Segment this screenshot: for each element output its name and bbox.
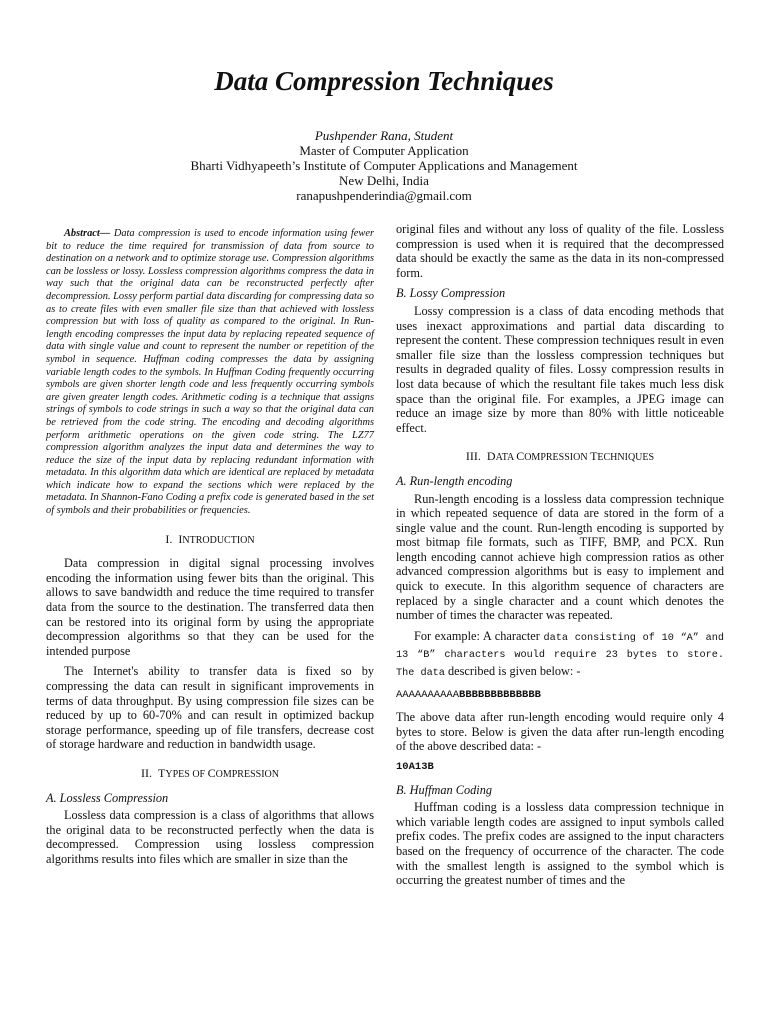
section-rest: ECHNIQUES: [597, 452, 655, 464]
rle-raw-b: BBBBBBBBBBBBB: [459, 688, 541, 701]
intro-paragraph-1: Data compression in digital signal processing involves encoding the information using fewer bits than the original. This allows to save bandwidth and reduce the time required to transfer data from the source to the destination. The transferred data then can be restored into its original form by using the appropriate decompression algorithms so that they can be used for the intended purpose: [46, 556, 374, 658]
section-initial: C: [207, 765, 216, 780]
paper-title: Data Compression Techniques: [214, 66, 554, 96]
rle-paragraph-1: Run-length encoding is a lossless data compression technique in which repeated sequence of data are stored in the form of a single value and the count. Run-length encoding is supported by most bitmap file formats, such as TIFF, BMP, and PCX. Run length encoding cannot achieve high compression ratios as other advanced compression algorithms but is easy to implement and quick to execute. In this algorithm sequence of characters are replaced by a single character and a count which denotes the number of times the character was repeated.: [396, 491, 724, 623]
intro-paragraph-2: The Internet's ability to transfer data is fixed so by compressing the data can result in significant improvements in terms of data throughput. By using compression file sizes can be reduced by up to 60-70% and can result in optimized backup storage performance, speeding up of file transfers, decrease cost of storage hardware and reduction in bandwidth usage.: [46, 664, 374, 752]
author-email: ranapushpenderindia@gmail.com: [296, 188, 472, 203]
rle-paragraph-2: [396, 629, 724, 682]
rle-example-mono: data consisting of 10 “A” and 13 “B” characters would require 23 bytes to store. The data: [396, 632, 724, 680]
lossless-paragraph-continued: original files and without any loss of quality of the file. Lossless compression is used when it is required that the decompressed data should be exactly the same as the data in its non-compressed form.: [396, 222, 724, 280]
section-rest: YPES OF: [165, 768, 208, 780]
section-heading-types: [46, 766, 374, 783]
rle-example-intro: For example: A character: [414, 628, 544, 643]
abstract: [46, 228, 374, 518]
right-column: [396, 222, 724, 894]
section-rest: NTRODUCTION: [182, 534, 255, 546]
section-initial: T: [590, 449, 598, 464]
rle-example-end: described is given below: -: [444, 664, 581, 679]
section-number: I.: [165, 531, 173, 546]
section-initial: C: [516, 449, 525, 464]
lossy-paragraph: Lossy compression is a class of data encoding methods that uses inexact approximations and partial data discarding to represent the content. These compression techniques result in even smaller file size than the lossless compression techniques but results in degraded quality of files. Lossy compression results in lost data because of which the resultant file takes much less disk space than the original file. For examples, a JPEG image can reduce an image size by more than 80% with little noticeable effect.: [396, 303, 724, 435]
section-heading-techniques: [396, 449, 724, 466]
section-initial: T: [158, 765, 166, 780]
rle-paragraph-3: The above data after run-length encoding would require only 4 bytes to store. Below is given the data after run-length encoding of the above described data: -: [396, 710, 724, 754]
section-number: II.: [141, 765, 153, 780]
abstract-text: Data compression is used to encode information using fewer bit to reduce the time required for transmission of data from source to destination on a network and to optimize storage use. Compression algorithms can be lossless or lossy. Lossless compression algorithms compress the data in way such that the original data can be reconstructed perfectly after decompression. Lossy perform partial data discarding for compressing data so as to create files with even smaller file size than that achieved with lossless compression but with loss of quality as compared to the original. In Run-length encoding compresses the input data by replacing repeated sequence of data with single value and count to represent the number or repetition of the symbol in sequence. Huffman coding compresses the data by assigning variable length codes to the symbols. In Huffman Coding frequently occurring symbols are given shorter length code and less frequently occurring symbols are given greater length codes. Arithmetic coding is a technique that assigns strings of symbols to code strings in such a way so that the original data can be retrieved from the code string. The encoding and decoding algorithms perform arithmetic operations on the given code string. The LZ77 compression algorithm analyzes the input data and determines the way to reduce the size of the input data by replacing redundant information with metadata. In this algorithm data which are identical are replaced by metadata which indicate how to expand the sections which were replaced by the metadata. In Shannon-Fano Coding a prefix code is generated based in the set of symbols and their probabilities or frequencies.: [46, 228, 374, 517]
subsection-heading-rle: A. Run-length encoding: [396, 473, 513, 488]
author-degree: Master of Computer Application: [299, 143, 469, 158]
section-initial: I: [178, 531, 183, 546]
abstract-label: Abstract—: [64, 228, 111, 239]
section-number: III.: [465, 449, 481, 464]
subsection-heading-huffman: B. Huffman Coding: [396, 782, 492, 797]
huffman-paragraph: Huffman coding is a lossless data compression technique in which variable length codes are assigned to input symbols called prefix codes. The prefix codes are assigned to the input characters based on the frequency of occurrence of the character. The code with the smallest length is assigned to the symbol which is occurring the greatest number of times and the: [396, 800, 724, 888]
section-rest: OMPRESSION: [215, 768, 279, 780]
author-block: [0, 128, 768, 203]
section-rest: OMPRESSION: [524, 452, 591, 464]
left-column: [46, 222, 374, 873]
subsection-heading-lossless: A. Lossless Compression: [46, 790, 169, 805]
author-location: New Delhi, India: [339, 173, 429, 188]
lossless-paragraph: Lossless data compression is a class of algorithms that allows the original data to be reconstructed perfectly when the data is decompressed. Compression using lossless compression algorithms results into files which are smaller in size than the: [46, 808, 374, 866]
rle-raw-a: AAAAAAAAAA: [396, 688, 460, 701]
author-name: Pushpender Rana, Student: [314, 128, 454, 143]
section-rest: ATA: [495, 452, 517, 464]
rle-raw-data: [396, 688, 724, 703]
section-heading-introduction: [46, 532, 374, 549]
rle-encoded-data: 10A13B: [396, 761, 434, 773]
subsection-heading-lossy: B. Lossy Compression: [396, 286, 506, 301]
section-initial: D: [486, 449, 496, 464]
author-institute: Bharti Vidhyapeeth’s Institute of Computer Applications and Management: [190, 158, 578, 173]
